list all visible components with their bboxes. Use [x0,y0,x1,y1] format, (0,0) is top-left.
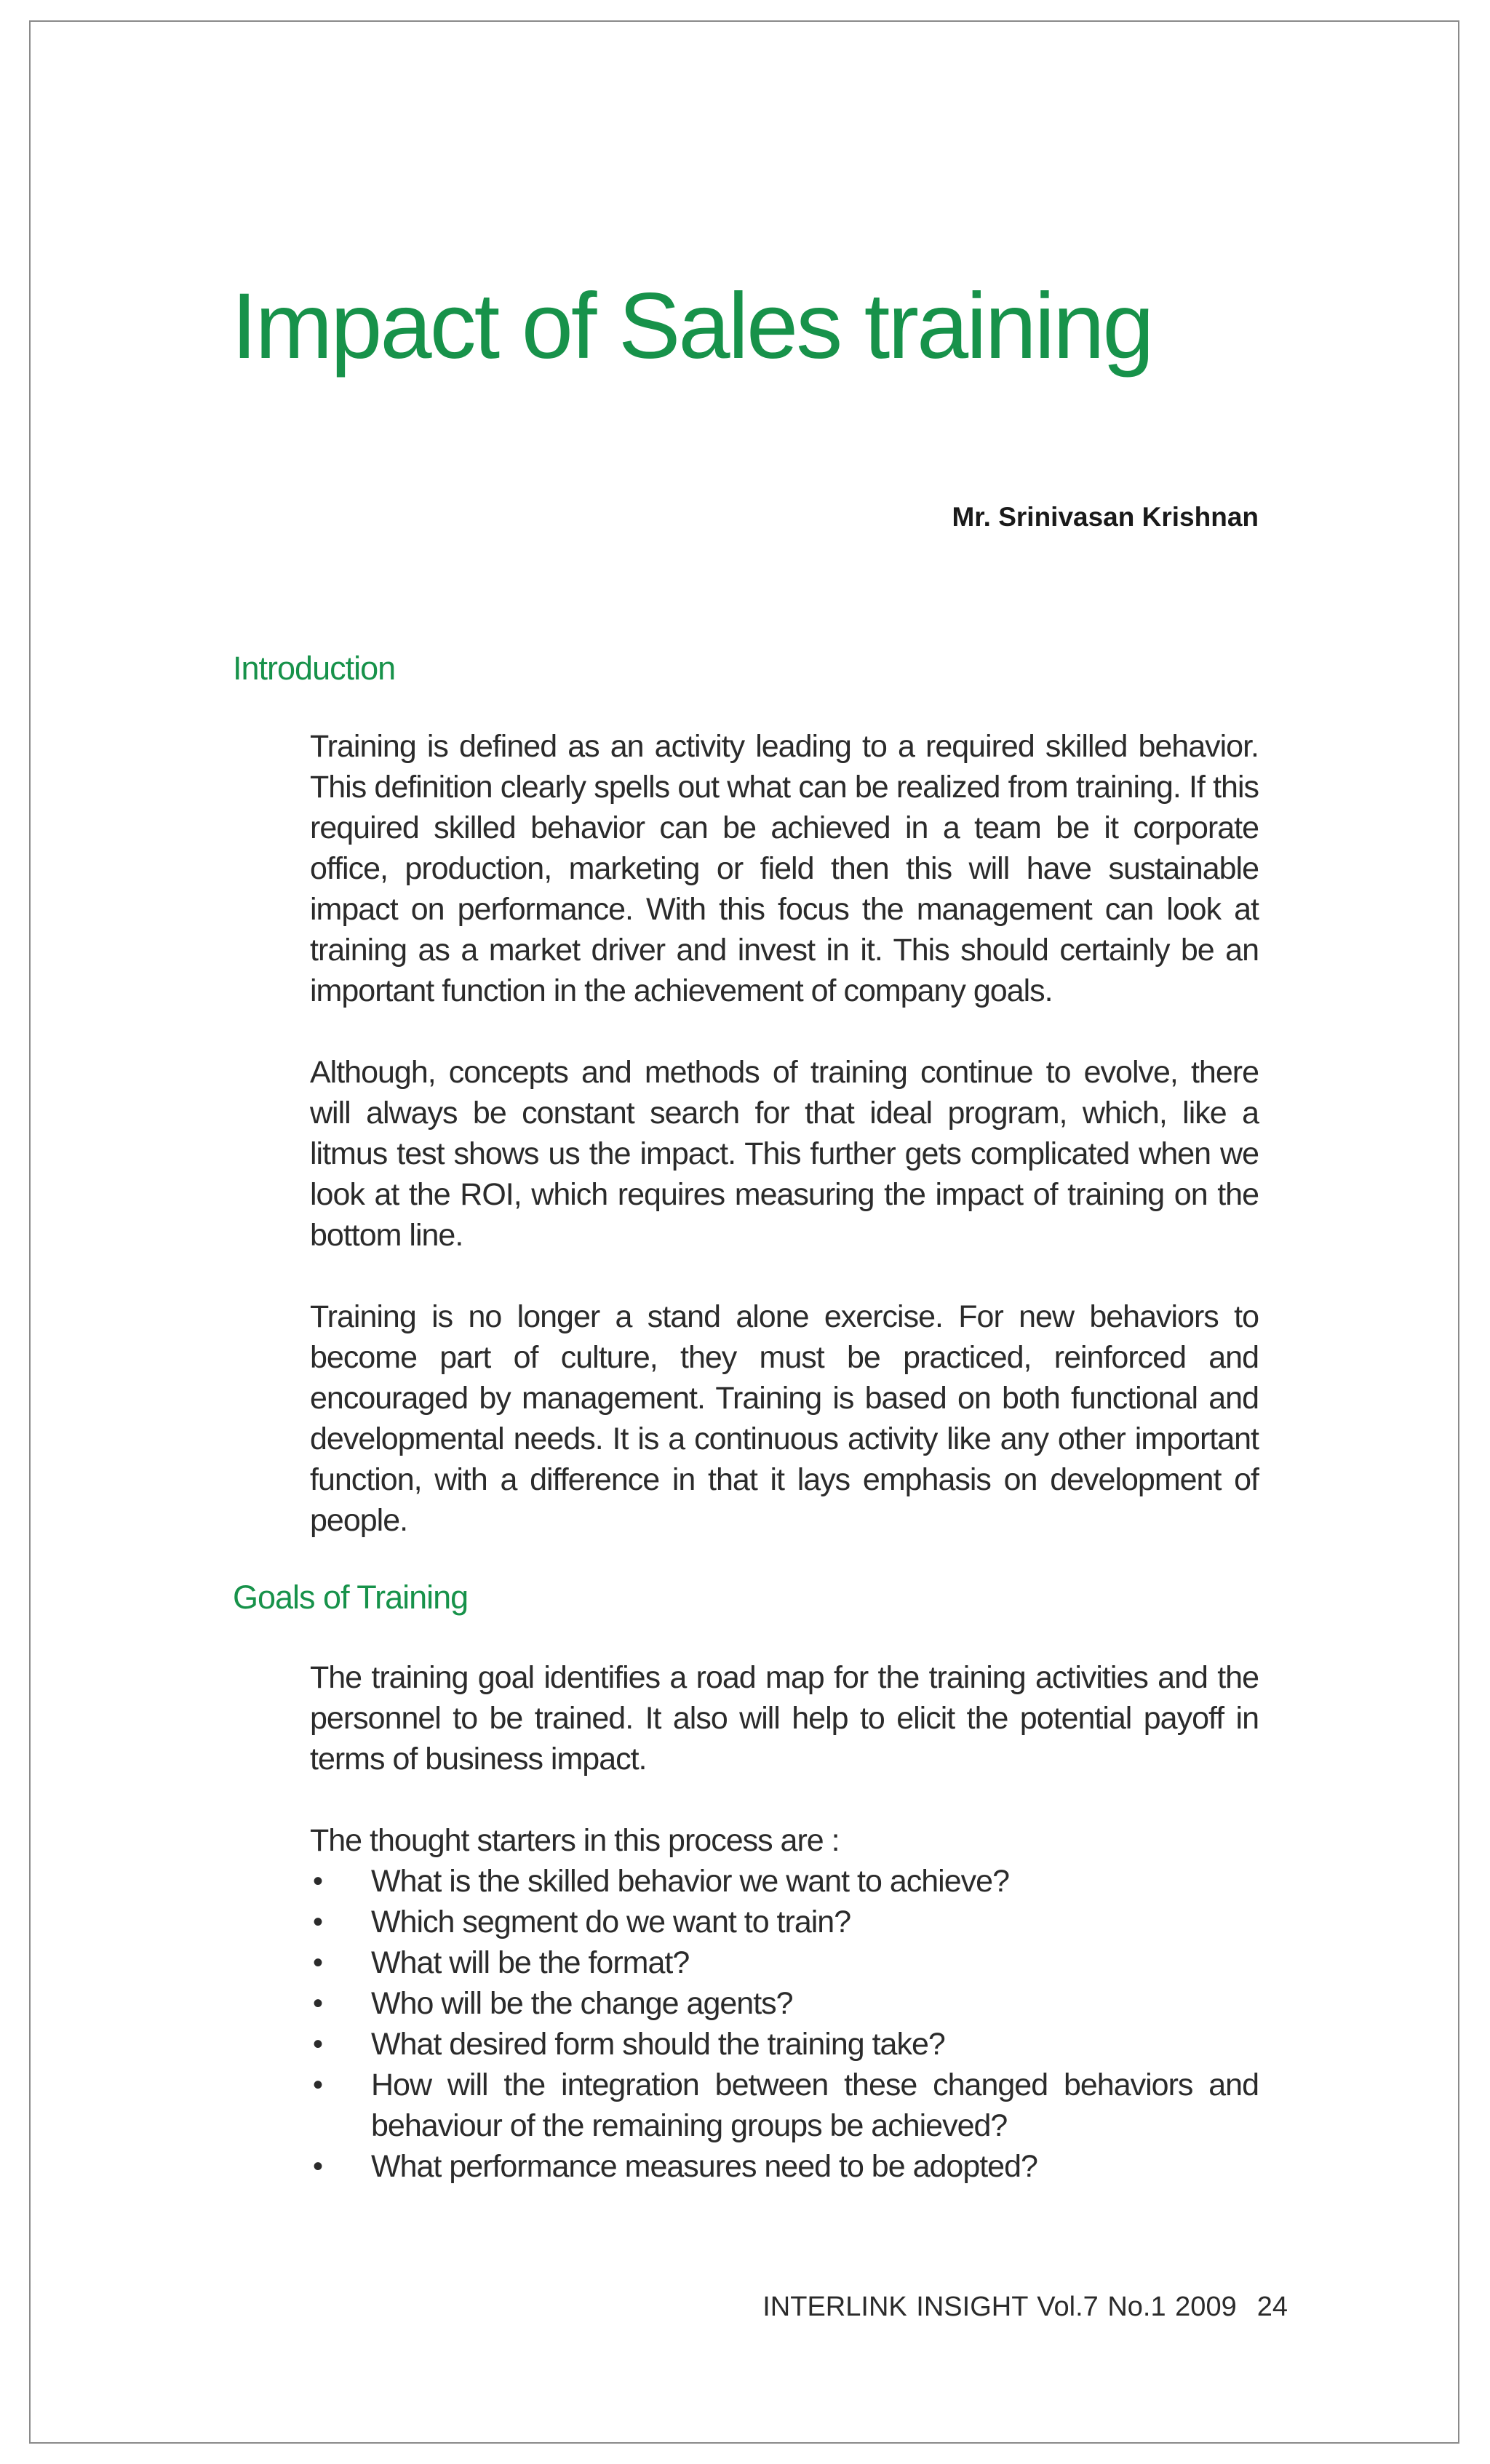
list-item [310,2024,1259,2065]
list-item-text: What is the skilled behavior we want to achieve? [371,1864,1009,1899]
bullet-icon: • [313,2028,323,2060]
list-item [310,1983,1259,2024]
paragraph: Although, concepts and methods of training continue to evolve, there will always be constant search for that ideal program, which, like a litmus test shows us the impact. This further gets complicated when we look at the ROI, which requires measuring the impact of training on the bottom line. [310,1055,1259,1253]
list-item [310,1942,1259,1983]
author-name: Mr. Srinivasan Krishnan [952,502,1259,532]
bullet-icon: • [313,1906,323,1938]
bullet-icon: • [313,1987,323,2020]
list-item-text: What desired form should the training take? [371,2027,945,2062]
section-heading-goals-of-training: Goals of Training [233,1579,469,1616]
list-item-text: Who will be the change agents? [371,1986,793,2021]
thought-starters-list [310,1861,1259,2187]
list-item [310,2146,1259,2187]
bullet-icon: • [313,2150,323,2182]
page-footer [762,2292,1288,2323]
goals-body [310,1657,1259,2187]
list-item-text: How will the integration between these changed behaviors and behaviour of the remaining groups be achieved? [371,2068,1259,2143]
list-intro: The thought starters in this process are : [310,1823,840,1858]
list-item [310,2065,1259,2146]
paragraph: Training is defined as an activity leading to a required skilled behavior. This definition clearly spells out what can be realized from training. If this required skilled behavior can be achieved in a team be it corporate office, production, marketing or field then this will have sustainable impact on performance. With this focus the management can look at training as a market driver and invest in it. This should certainly be an important function in the achievement of company goals. [310,729,1259,1008]
list-item-text: What performance measures need to be adopted? [371,2149,1037,2184]
bullet-icon: • [313,1947,323,1979]
publication-info: INTERLINK INSIGHT Vol.7 No.1 2009 [762,2292,1237,2322]
section-heading-introduction: Introduction [233,650,396,687]
article-title: Impact of Sales training [231,274,1152,378]
bullet-icon: • [313,2069,323,2101]
list-item [310,1902,1259,1942]
page-number: 24 [1256,2292,1288,2322]
bullet-icon: • [313,1865,323,1897]
introduction-body [310,726,1259,1541]
list-item-text: Which segment do we want to train? [371,1905,851,1939]
list-item [310,1861,1259,1902]
paragraph: The training goal identifies a road map for the training activities and the personnel to be trained. It also will help to elicit the potential payoff in terms of business impact. [310,1660,1259,1777]
paragraph: Training is no longer a stand alone exercise. For new behaviors to become part of culture, they must be practiced, reinforced and encouraged by management. Training is based on both functional and developmental needs. It is a continuous activity like any other important function, with a difference in that it lays emphasis on development of people. [310,1299,1259,1538]
list-item-text: What will be the format? [371,1945,690,1980]
